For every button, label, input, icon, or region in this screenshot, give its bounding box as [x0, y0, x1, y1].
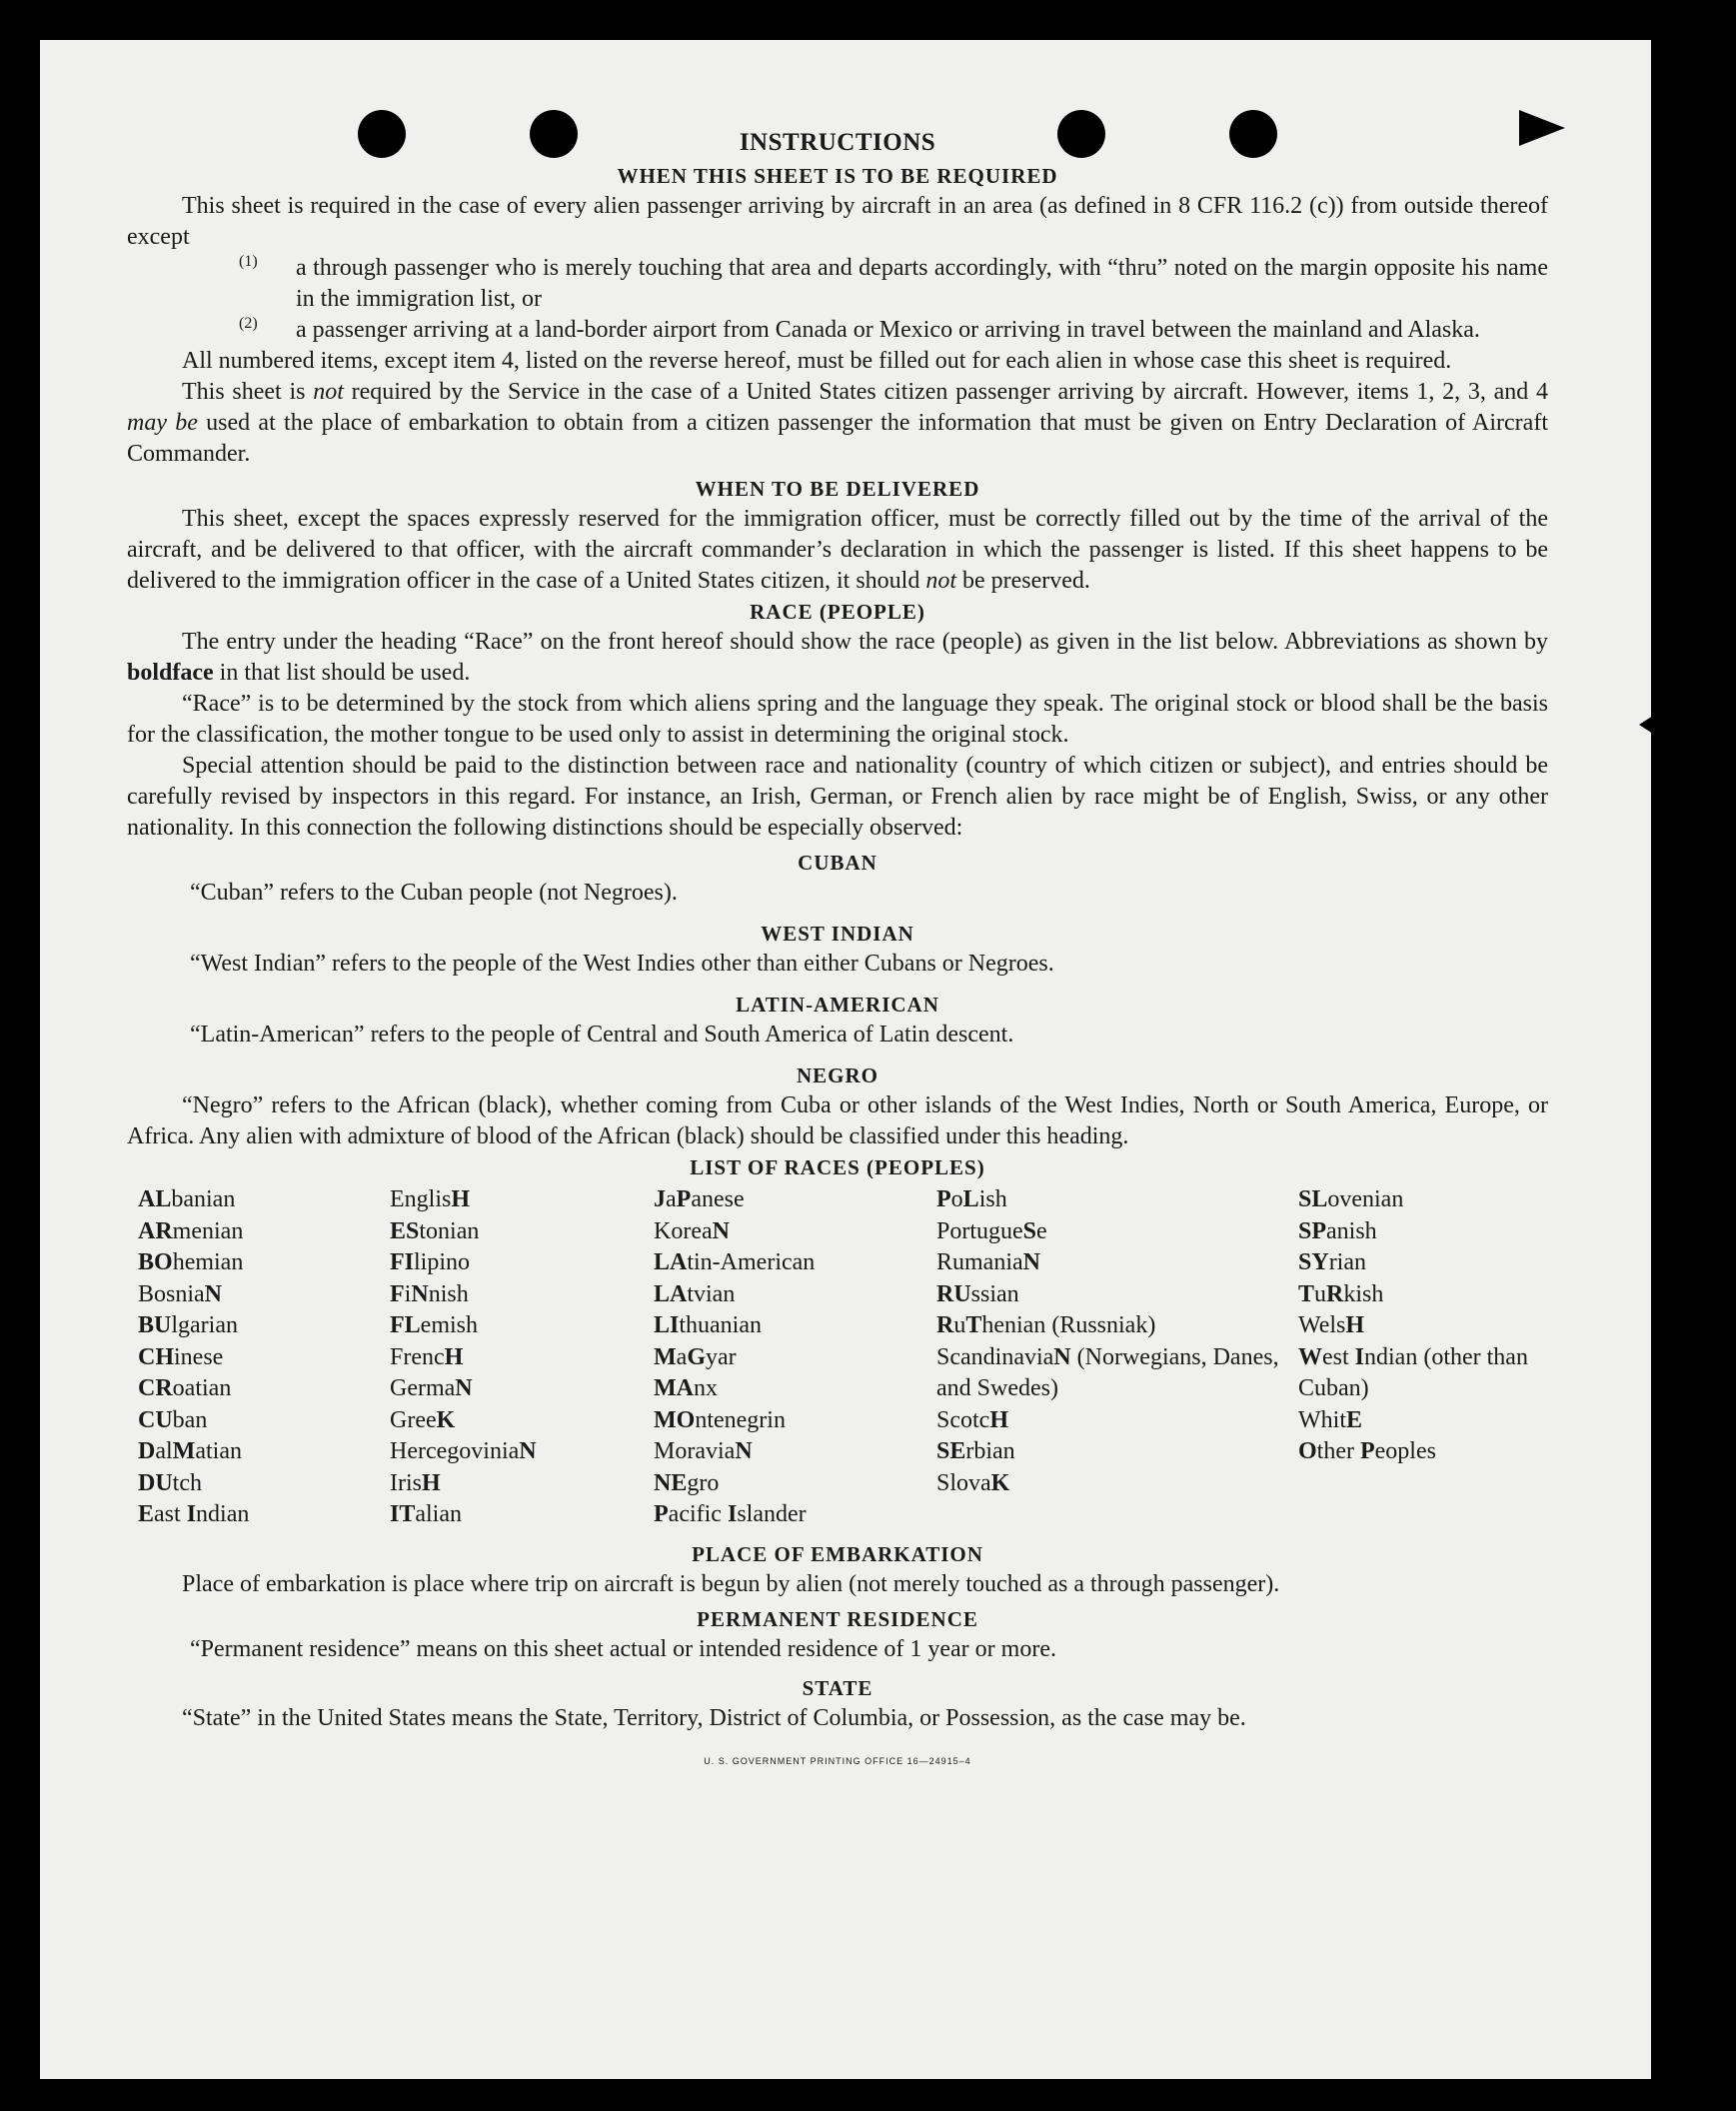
item-text: a passenger arriving at a land-border airport from Canada or Mexico or arriving in travel between the mainland and Alaska.	[296, 317, 1480, 343]
race-item: ITalian	[390, 1501, 462, 1527]
page-title: INSTRUCTIONS	[739, 129, 936, 156]
race-item: BUlgarian	[138, 1312, 238, 1338]
race-item: WhitE	[1298, 1406, 1363, 1433]
paragraph: This sheet is not required by the Service in the case of a United States citizen passenger arriving by aircraft. However, items 1, 2, 3, and 4 may be used at the place of embarkation to obtain from a citizen passenger the information that must be given on Entry Declaration of Aircraft Commander.	[127, 379, 1548, 467]
section-heading-residence: PERMANENT RESIDENCE	[697, 1606, 978, 1631]
section-heading-required: WHEN THIS SHEET IS TO BE REQUIRED	[617, 164, 1058, 188]
race-item: GreeK	[390, 1406, 456, 1433]
race-item: DalMatian	[138, 1438, 242, 1464]
paragraph: This sheet, except the spaces expressly reserved for the immigration officer, must be correctly filled out by the time of the arrival of the aircraft, and be delivered to that officer, with the aircraft commander’s declaration in which the passenger is listed. If this sheet happens to be delivered to the immigration officer in the case of a United States citizen, it should not be preserved.	[127, 506, 1548, 594]
race-item: West Indian (other than Cuban)	[1298, 1343, 1528, 1401]
definition-text: “Permanent residence” means on this sheet actual or intended residence of 1 year or more.	[190, 1635, 1056, 1662]
race-item: ScandinaviaN (Norwegians, Danes, and Swedes)	[936, 1343, 1279, 1401]
paragraph: “Race” is to be determined by the stock from which aliens spring and the language they speak. The original stock or blood shall be the basis for the classification, the mother tongue to be used only to assist in determining the original stock.	[127, 691, 1548, 748]
section-heading-embarkation: PLACE OF EMBARKATION	[692, 1541, 983, 1566]
race-item: SErbian	[936, 1438, 1015, 1464]
section-heading-delivered: WHEN TO BE DELIVERED	[695, 477, 980, 501]
race-column	[390, 1184, 654, 1531]
definition-text: “Latin-American” refers to the people of Central and South America of Latin descent.	[190, 1022, 1014, 1048]
race-item: PortugueSe	[936, 1217, 1047, 1244]
definition-text: Place of embarkation is place where trip on aircraft is begun by alien (not merely touched as a through passenger).	[182, 1570, 1280, 1597]
race-item: SYrian	[1298, 1249, 1366, 1275]
race-item: EStonian	[390, 1217, 480, 1244]
race-column	[138, 1184, 390, 1531]
printer-imprint: U. S. GOVERNMENT PRINTING OFFICE 16—24915–4	[704, 1755, 971, 1766]
race-item: LAtin-American	[654, 1249, 816, 1275]
race-item: CUban	[138, 1406, 208, 1433]
race-item: ALbanian	[138, 1186, 236, 1212]
race-item: GermaN	[390, 1375, 473, 1401]
race-column	[654, 1184, 936, 1531]
race-item: MOntenegrin	[654, 1406, 786, 1433]
instructions-content	[127, 125, 1548, 1766]
definition-text: “Negro” refers to the African (black), whether coming from Cuba or other islands of the West Indies, North or South America, Europe, or Africa. Any alien with admixture of blood of the African (black) should be classified under this heading.	[127, 1092, 1548, 1149]
paragraph: Special attention should be paid to the distinction between race and nationality (country of which citizen or subject), and entries should be carefully revised by inspectors in this regard. For instance, an Irish, German, or French alien by race might be of English, Swiss, or any other nationality. In this connection the following distinctions should be especially observed:	[127, 753, 1548, 841]
race-item: Other Peoples	[1298, 1438, 1436, 1464]
race-item: RUssian	[936, 1280, 1019, 1307]
race-item: Pacific Islander	[654, 1501, 807, 1527]
race-column	[1298, 1184, 1560, 1531]
race-item: RumaniaN	[936, 1249, 1040, 1275]
list-item	[127, 253, 1548, 315]
section-heading-latin-american: LATIN-AMERICAN	[736, 993, 939, 1017]
paragraph: This sheet is required in the case of every alien passenger arriving by aircraft in an area (as defined in 8 CFR 116.2 (c)) from outside thereof except	[127, 193, 1548, 250]
race-column	[936, 1184, 1298, 1531]
race-item: EnglisH	[390, 1186, 471, 1212]
race-item: FrencH	[390, 1343, 464, 1370]
race-item: BosniaN	[138, 1280, 223, 1307]
race-item: East Indian	[138, 1501, 250, 1527]
race-item: BOhemian	[138, 1249, 244, 1275]
race-item: LIthuanian	[654, 1312, 762, 1338]
race-item: PoLish	[936, 1186, 1007, 1212]
race-item: JaPanese	[654, 1186, 745, 1212]
race-item: MoraviaN	[654, 1438, 753, 1464]
section-heading-list: LIST OF RACES (PEOPLES)	[690, 1155, 985, 1179]
race-item: KoreaN	[654, 1217, 730, 1244]
section-heading-race: RACE (PEOPLE)	[750, 600, 925, 624]
race-item: SlovaK	[936, 1469, 1010, 1496]
race-item: RuThenian (Russniak)	[936, 1312, 1156, 1338]
race-item: ScotcH	[936, 1406, 1008, 1433]
race-item: MAnx	[654, 1375, 718, 1401]
race-item: FLemish	[390, 1312, 478, 1338]
definition-text: “State” in the United States means the State, Territory, District of Columbia, or Possession, as the case may be.	[182, 1704, 1246, 1731]
race-item: SPanish	[1298, 1217, 1377, 1244]
race-item: TuRkish	[1298, 1280, 1384, 1307]
definition-text: “West Indian” refers to the people of the West Indies other than either Cubans or Negroes.	[190, 951, 1054, 977]
section-heading-west-indian: WEST INDIAN	[761, 922, 914, 946]
race-item: IrisH	[390, 1469, 441, 1496]
race-list	[138, 1184, 1548, 1531]
item-number: (2)	[239, 315, 258, 332]
race-item: MaGyar	[654, 1343, 737, 1370]
section-heading-state: STATE	[802, 1675, 873, 1700]
race-item: SLovenian	[1298, 1186, 1404, 1212]
race-item: CHinese	[138, 1343, 224, 1370]
list-item	[127, 315, 1548, 346]
item-text: a through passenger who is merely touching that area and departs accordingly, with “thru” noted on the margin opposite his name in the immigration list, or	[296, 255, 1548, 312]
race-item: FiNnish	[390, 1280, 469, 1307]
race-item: NEgro	[654, 1469, 720, 1496]
race-item: CRoatian	[138, 1375, 232, 1401]
race-item: FIlipino	[390, 1249, 471, 1275]
race-item: ARmenian	[138, 1217, 244, 1244]
race-item: HercegoviniaN	[390, 1438, 537, 1464]
race-item: DUtch	[138, 1469, 202, 1496]
paragraph: All numbered items, except item 4, listed on the reverse hereof, must be filled out for each alien in whose case this sheet is required.	[182, 348, 1452, 374]
race-item: WelsH	[1298, 1312, 1365, 1338]
race-item: LAtvian	[654, 1280, 736, 1307]
page-tear	[1639, 680, 1709, 770]
section-heading-cuban: CUBAN	[798, 851, 877, 875]
definition-text: “Cuban” refers to the Cuban people (not Negroes).	[190, 880, 678, 906]
paragraph: The entry under the heading “Race” on the front hereof should show the race (people) as given in the list below. Abbreviations as shown by boldface in that list should be used.	[127, 629, 1548, 686]
item-number: (1)	[239, 253, 258, 270]
section-heading-negro: NEGRO	[796, 1063, 878, 1087]
